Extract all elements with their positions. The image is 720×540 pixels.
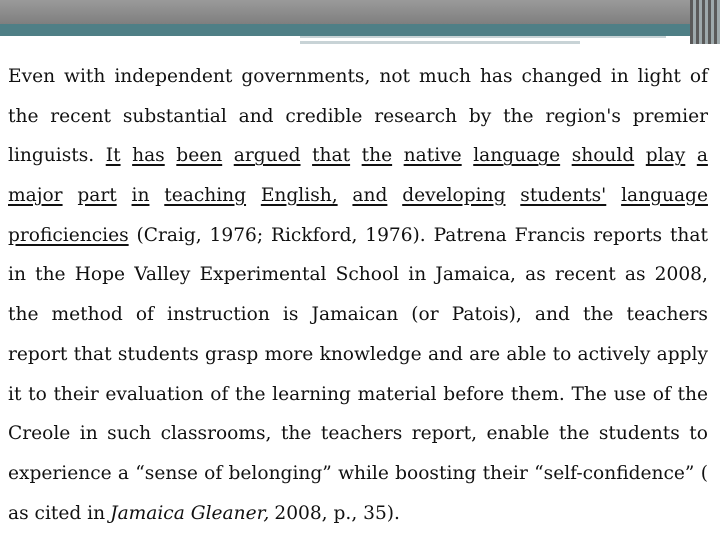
word: the xyxy=(280,423,312,445)
word: are xyxy=(469,343,501,365)
word: has xyxy=(479,66,513,87)
word: as xyxy=(624,264,646,286)
word: experience xyxy=(8,462,112,484)
word: the xyxy=(582,304,614,326)
word: light xyxy=(637,66,681,87)
word: credible xyxy=(285,105,363,127)
text-line xyxy=(8,295,708,335)
word: governments, xyxy=(241,66,371,87)
word: 2008, p., 35). xyxy=(274,502,400,524)
word: to xyxy=(552,343,572,365)
word: teaching xyxy=(164,185,247,207)
word: part xyxy=(77,185,117,207)
slide-header-decoration xyxy=(0,0,720,44)
word: method xyxy=(51,304,123,326)
word: enable xyxy=(486,423,550,445)
word: of xyxy=(689,66,708,87)
word: “self-confidence” xyxy=(534,462,695,484)
word: to xyxy=(689,423,708,445)
header-corner-stripes xyxy=(690,0,720,44)
word: apply xyxy=(656,343,708,365)
word: in xyxy=(79,423,98,445)
word: School xyxy=(335,264,400,286)
word: developing xyxy=(402,185,506,207)
word: their xyxy=(53,383,99,405)
word: Francis xyxy=(514,224,586,246)
word: “sense xyxy=(135,462,198,484)
word: Jamaican xyxy=(311,304,399,326)
word: report, xyxy=(411,423,478,445)
word: a xyxy=(696,145,708,167)
text-line xyxy=(8,57,708,97)
word: 1976). xyxy=(365,224,426,246)
text-line xyxy=(8,176,708,216)
word: language xyxy=(473,145,561,167)
word: the xyxy=(235,383,266,405)
word: play xyxy=(645,145,686,167)
word: learning xyxy=(272,383,351,405)
word: research xyxy=(374,105,458,127)
word: native xyxy=(403,145,462,167)
word: the xyxy=(558,423,590,445)
text-line xyxy=(8,375,708,415)
word: substantial xyxy=(122,105,227,127)
word: knowledge xyxy=(319,343,422,365)
word: Creole xyxy=(8,423,71,445)
word: the xyxy=(8,304,39,326)
text-line xyxy=(8,335,708,375)
word: ( xyxy=(700,462,708,484)
word: recent xyxy=(50,105,112,127)
word: of xyxy=(135,304,154,326)
word: use xyxy=(613,383,647,405)
word: The xyxy=(571,383,607,405)
word: them. xyxy=(510,383,565,405)
text-line xyxy=(8,136,708,176)
text-line xyxy=(8,494,708,534)
word: is xyxy=(282,304,299,326)
word: independent xyxy=(114,66,233,87)
body-paragraph xyxy=(8,57,708,533)
word: Jamaica, xyxy=(435,264,516,286)
word: more xyxy=(264,343,314,365)
word: changed xyxy=(521,66,602,87)
word: should xyxy=(571,145,635,167)
word: material xyxy=(357,383,437,405)
text-line xyxy=(8,414,708,454)
word: Patrena xyxy=(433,224,507,246)
word: teachers xyxy=(320,423,403,445)
word: such xyxy=(107,423,152,445)
text-line xyxy=(8,454,708,494)
word: by xyxy=(468,105,492,127)
word: and xyxy=(427,343,463,365)
word: Valley xyxy=(134,264,191,286)
word: as cited in xyxy=(8,502,106,524)
word: students' xyxy=(520,185,607,207)
word: with xyxy=(64,66,106,87)
word: boosting xyxy=(395,462,477,484)
word: recent xyxy=(554,264,616,286)
word: in xyxy=(408,264,427,286)
word: teachers xyxy=(626,304,708,326)
word: evaluation xyxy=(105,383,204,405)
word: and xyxy=(238,105,274,127)
word: students xyxy=(598,423,680,445)
word: that xyxy=(312,145,351,167)
word: Even xyxy=(8,66,56,87)
word: major xyxy=(8,185,63,207)
word: Jamaica Gleaner, xyxy=(110,502,270,524)
word: 1976; xyxy=(209,224,264,246)
word: the xyxy=(35,264,66,286)
word: language xyxy=(621,185,708,207)
word: the xyxy=(8,105,39,127)
word: students xyxy=(117,343,199,365)
word: has xyxy=(132,145,165,167)
word: of xyxy=(210,383,229,405)
word: the xyxy=(361,145,393,167)
word: region's xyxy=(545,105,621,127)
word: of xyxy=(652,383,671,405)
word: classrooms, xyxy=(160,423,272,445)
word: the xyxy=(503,105,534,127)
word: in xyxy=(8,264,26,286)
word: that xyxy=(73,343,112,365)
word: and xyxy=(352,185,388,207)
word: Patois), xyxy=(451,304,522,326)
word: It xyxy=(105,145,121,167)
word: it xyxy=(8,383,22,405)
header-thin-line-1 xyxy=(300,36,666,38)
word: 2008, xyxy=(654,264,708,286)
header-thin-line-2 xyxy=(300,41,580,44)
word: instruction xyxy=(167,304,270,326)
word: of xyxy=(204,462,223,484)
header-gray-band xyxy=(0,0,720,24)
word: actively xyxy=(577,343,651,365)
word: report xyxy=(8,343,68,365)
word: (or xyxy=(411,304,439,326)
word: Hope xyxy=(74,264,126,286)
word: premier xyxy=(632,105,708,127)
word: grasp xyxy=(205,343,259,365)
word: Experimental xyxy=(199,264,327,286)
word: and xyxy=(534,304,570,326)
word: in xyxy=(610,66,629,87)
word: (Craig, xyxy=(136,224,202,246)
text-line xyxy=(8,216,708,256)
word: linguists. xyxy=(8,145,95,167)
word: argued xyxy=(233,145,301,167)
text-line xyxy=(8,97,708,137)
word: as xyxy=(525,264,546,286)
word: before xyxy=(443,383,505,405)
word: been xyxy=(176,145,223,167)
word: not xyxy=(379,66,410,87)
word: the xyxy=(677,383,708,405)
word: belonging” xyxy=(228,462,332,484)
word: their xyxy=(482,462,528,484)
word: that xyxy=(669,224,708,246)
text-line xyxy=(8,255,708,295)
word: able xyxy=(506,343,547,365)
word: Rickford, xyxy=(270,224,358,246)
header-teal-band xyxy=(0,24,720,36)
word: in xyxy=(131,185,150,207)
word: a xyxy=(117,462,130,484)
word: reports xyxy=(593,224,663,246)
word: proficiencies xyxy=(8,224,129,246)
word: to xyxy=(28,383,47,405)
word: English, xyxy=(260,185,338,207)
word: while xyxy=(338,462,389,484)
word: much xyxy=(418,66,471,87)
